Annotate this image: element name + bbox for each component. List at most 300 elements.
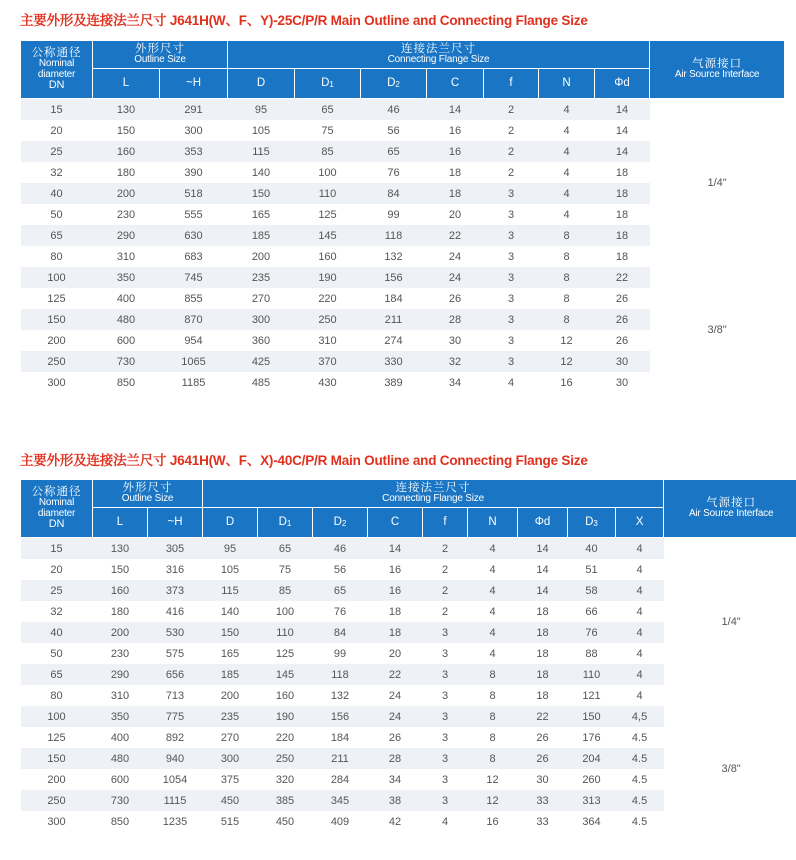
table-cell: 25 — [21, 141, 93, 162]
table-cell: 480 — [93, 748, 148, 769]
column-header: Φd — [518, 508, 568, 538]
table-cell: 8 — [539, 288, 595, 309]
table-cell: 518 — [160, 183, 228, 204]
table-cell: 190 — [258, 706, 313, 727]
table-cell: 16 — [539, 372, 595, 393]
table-cell: 56 — [313, 559, 368, 580]
table-cell: 165 — [203, 643, 258, 664]
table-cell: 4 — [468, 538, 518, 560]
table-cell: 330 — [361, 351, 427, 372]
table-cell: 4 — [616, 538, 664, 560]
table-cell: 713 — [148, 685, 203, 706]
table-cell: 8 — [468, 748, 518, 769]
table-cell: 200 — [21, 769, 93, 790]
table-cell: 220 — [258, 727, 313, 748]
table-cell: 99 — [361, 204, 427, 225]
table-cell: 65 — [258, 538, 313, 560]
table-cell: 656 — [148, 664, 203, 685]
table-cell: 430 — [295, 372, 361, 393]
table-cell: 32 — [21, 162, 93, 183]
table-cell: 310 — [93, 246, 160, 267]
table-cell: 14 — [368, 538, 423, 560]
table-cell: 313 — [568, 790, 616, 811]
table-cell: 4 — [616, 685, 664, 706]
table-cell: 150 — [21, 748, 93, 769]
table-cell: 180 — [93, 601, 148, 622]
table-cell: 3 — [423, 748, 468, 769]
table-cell: 204 — [568, 748, 616, 769]
table-cell: 1054 — [148, 769, 203, 790]
table-cell: 4,5 — [616, 706, 664, 727]
table-cell: 40 — [21, 183, 93, 204]
table-cell: 185 — [203, 664, 258, 685]
table-cell: 350 — [93, 706, 148, 727]
table-cell: 25 — [21, 580, 93, 601]
table-cell: 3 — [484, 225, 539, 246]
table-cell: 270 — [228, 288, 295, 309]
table-cell: 730 — [93, 351, 160, 372]
table-cell: 630 — [160, 225, 228, 246]
column-header: f — [423, 508, 468, 538]
table-cell: 15 — [21, 538, 93, 560]
table-cell: 33 — [518, 790, 568, 811]
column-header: N — [539, 69, 595, 99]
table-cell: 28 — [427, 309, 484, 330]
connecting-flange-header: 连接法兰尺寸 Connecting Flange Size — [228, 41, 650, 69]
table-cell: 8 — [468, 664, 518, 685]
table-cell: 4.5 — [616, 727, 664, 748]
table-cell: 4.5 — [616, 811, 664, 832]
table-cell: 530 — [148, 622, 203, 643]
table-cell: 160 — [258, 685, 313, 706]
table-cell: 100 — [21, 706, 93, 727]
table-cell: 600 — [93, 769, 148, 790]
table-cell: 485 — [228, 372, 295, 393]
column-header: f — [484, 69, 539, 99]
table-cell: 130 — [93, 538, 148, 560]
table-cell: 3 — [484, 204, 539, 225]
column-header: D — [203, 508, 258, 538]
table-cell: 24 — [368, 706, 423, 727]
table-cell: 110 — [258, 622, 313, 643]
table-cell: 30 — [595, 372, 650, 393]
table-cell: 4 — [616, 643, 664, 664]
table-cell: 230 — [93, 643, 148, 664]
table-cell: 400 — [93, 727, 148, 748]
column-header: C — [427, 69, 484, 99]
table-cell: 400 — [93, 288, 160, 309]
table-row — [21, 706, 796, 727]
column-header: $D_2$ — [313, 508, 368, 538]
table-cell: 85 — [258, 580, 313, 601]
table-cell: 310 — [93, 685, 148, 706]
table-cell: 100 — [21, 267, 93, 288]
table-cell: 20 — [21, 559, 93, 580]
table-cell: 364 — [568, 811, 616, 832]
table-cell: 12 — [468, 769, 518, 790]
column-header: Φd — [595, 69, 650, 99]
table-cell: 954 — [160, 330, 228, 351]
table-cell: 515 — [203, 811, 258, 832]
table-cell: 200 — [228, 246, 295, 267]
table-cell: 18 — [368, 601, 423, 622]
column-header: L — [93, 69, 160, 99]
table-cell: 14 — [595, 141, 650, 162]
dn-header: 公称通径 Nominal diameter DN — [21, 480, 93, 538]
table-cell: 132 — [361, 246, 427, 267]
table-cell: 775 — [148, 706, 203, 727]
table-cell: 95 — [203, 538, 258, 560]
table-cell: 118 — [313, 664, 368, 685]
table-cell: 3 — [423, 706, 468, 727]
table-cell: 145 — [258, 664, 313, 685]
table-cell: 65 — [21, 225, 93, 246]
table-cell: 4 — [539, 120, 595, 141]
table-cell: 14 — [518, 580, 568, 601]
table-cell: 385 — [258, 790, 313, 811]
table-cell: 300 — [203, 748, 258, 769]
table-cell: 200 — [93, 622, 148, 643]
flange-size-table-40c — [20, 479, 796, 832]
table-cell: 176 — [568, 727, 616, 748]
table-cell: 350 — [93, 267, 160, 288]
table-cell: 2 — [423, 538, 468, 560]
table-cell: 12 — [539, 351, 595, 372]
table-cell: 18 — [518, 622, 568, 643]
table-cell: 1185 — [160, 372, 228, 393]
table-cell: 425 — [228, 351, 295, 372]
table-cell: 34 — [427, 372, 484, 393]
table-cell: 115 — [203, 580, 258, 601]
table-cell: 3 — [423, 769, 468, 790]
table-cell: 375 — [203, 769, 258, 790]
air-source-header: 气源接口 Air Source Interface — [664, 480, 796, 538]
table-cell: 14 — [518, 538, 568, 560]
table-cell: 940 — [148, 748, 203, 769]
table-cell: 200 — [21, 330, 93, 351]
table-cell: 250 — [21, 351, 93, 372]
table-cell: 2 — [484, 162, 539, 183]
table-cell: 26 — [368, 727, 423, 748]
table-cell: 250 — [295, 309, 361, 330]
table-cell: 184 — [313, 727, 368, 748]
table-cell: 409 — [313, 811, 368, 832]
table-cell: 75 — [258, 559, 313, 580]
table-cell: 18 — [368, 622, 423, 643]
table-cell: 110 — [568, 664, 616, 685]
table-cell: 40 — [21, 622, 93, 643]
table-cell: 65 — [361, 141, 427, 162]
table-cell: 555 — [160, 204, 228, 225]
table-cell: 8 — [468, 706, 518, 727]
table-cell: 150 — [228, 183, 295, 204]
table-cell: 46 — [313, 538, 368, 560]
table-cell: 3 — [423, 727, 468, 748]
column-header: $D_3$ — [568, 508, 616, 538]
table-cell: 26 — [427, 288, 484, 309]
table-cell: 4 — [616, 622, 664, 643]
table-cell: 65 — [313, 580, 368, 601]
table-cell: 4 — [616, 559, 664, 580]
table-cell: 370 — [295, 351, 361, 372]
table-cell: 76 — [568, 622, 616, 643]
table-cell: 4 — [468, 601, 518, 622]
table-cell: 185 — [228, 225, 295, 246]
table-cell: 12 — [468, 790, 518, 811]
table-cell: 105 — [228, 120, 295, 141]
table-cell: 270 — [203, 727, 258, 748]
table-cell: 4 — [468, 622, 518, 643]
table-cell: 4 — [468, 643, 518, 664]
table-cell: 1235 — [148, 811, 203, 832]
table-cell: 4 — [616, 664, 664, 685]
table-cell: 4 — [468, 580, 518, 601]
table-cell: 28 — [368, 748, 423, 769]
table-cell: 14 — [427, 99, 484, 121]
table-cell: 184 — [361, 288, 427, 309]
table-cell: 84 — [313, 622, 368, 643]
table-cell: 274 — [361, 330, 427, 351]
table-cell: 2 — [423, 559, 468, 580]
table-cell: 4.5 — [616, 790, 664, 811]
table-cell: 180 — [93, 162, 160, 183]
table-cell: 20 — [427, 204, 484, 225]
table-cell: 8 — [539, 225, 595, 246]
air-source-cell: 1/4" — [650, 99, 785, 268]
table-cell: 150 — [21, 309, 93, 330]
table-cell: 235 — [228, 267, 295, 288]
table-cell: 24 — [427, 267, 484, 288]
table-row — [21, 267, 785, 288]
air-source-header: 气源接口 Air Source Interface — [650, 41, 785, 99]
column-header: $D_1$ — [258, 508, 313, 538]
table-cell: 683 — [160, 246, 228, 267]
table-cell: 18 — [595, 246, 650, 267]
table-cell: 2 — [484, 99, 539, 121]
table-cell: 99 — [313, 643, 368, 664]
table-cell: 22 — [368, 664, 423, 685]
table-cell: 40 — [568, 538, 616, 560]
table-cell: 18 — [595, 204, 650, 225]
table-cell: 26 — [518, 748, 568, 769]
table-cell: 160 — [295, 246, 361, 267]
table-cell: 8 — [468, 685, 518, 706]
table-cell: 121 — [568, 685, 616, 706]
table-cell: 56 — [361, 120, 427, 141]
air-source-cell: 3/8" — [650, 267, 785, 393]
table-cell: 132 — [313, 685, 368, 706]
table-cell: 190 — [295, 267, 361, 288]
table-cell: 3 — [423, 664, 468, 685]
table-cell: 165 — [228, 204, 295, 225]
table-cell: 95 — [228, 99, 295, 121]
table-cell: 145 — [295, 225, 361, 246]
table2-title: 主要外形及连接法兰尺寸 J641H(W、F、X)-40C/P/R Main Outline and Connecting Flange Size — [20, 453, 588, 468]
table-cell: 18 — [427, 183, 484, 204]
table-cell: 18 — [595, 183, 650, 204]
table-cell: 300 — [228, 309, 295, 330]
table-cell: 291 — [160, 99, 228, 121]
table-cell: 3 — [423, 685, 468, 706]
table-cell: 100 — [258, 601, 313, 622]
table-cell: 4 — [539, 204, 595, 225]
table-cell: 345 — [313, 790, 368, 811]
table-cell: 230 — [93, 204, 160, 225]
table-cell: 76 — [313, 601, 368, 622]
table-cell: 75 — [295, 120, 361, 141]
table-cell: 2 — [423, 580, 468, 601]
table-cell: 305 — [148, 538, 203, 560]
table-cell: 115 — [228, 141, 295, 162]
table-cell: 310 — [295, 330, 361, 351]
table-row — [21, 538, 796, 560]
table-cell: 26 — [595, 288, 650, 309]
table-cell: 3 — [484, 183, 539, 204]
table-cell: 118 — [361, 225, 427, 246]
table-cell: 130 — [93, 99, 160, 121]
table-cell: 850 — [93, 811, 148, 832]
column-header: N — [468, 508, 518, 538]
table-cell: 450 — [203, 790, 258, 811]
table1-title: 主要外形及连接法兰尺寸 J641H(W、F、Y)-25C/P/R Main Outline and Connecting Flange Size — [20, 13, 588, 28]
table-cell: 150 — [203, 622, 258, 643]
table-cell: 320 — [258, 769, 313, 790]
table-cell: 4.5 — [616, 748, 664, 769]
table-cell: 16 — [368, 580, 423, 601]
table-cell: 12 — [539, 330, 595, 351]
table-cell: 32 — [427, 351, 484, 372]
table-cell: 4 — [539, 99, 595, 121]
column-header: ~H — [148, 508, 203, 538]
table-cell: 250 — [258, 748, 313, 769]
table-cell: 300 — [160, 120, 228, 141]
table-cell: 105 — [203, 559, 258, 580]
table-cell: 200 — [93, 183, 160, 204]
table-cell: 8 — [468, 727, 518, 748]
table-cell: 100 — [295, 162, 361, 183]
table-cell: 450 — [258, 811, 313, 832]
table-cell: 34 — [368, 769, 423, 790]
table-cell: 66 — [568, 601, 616, 622]
table-cell: 4 — [423, 811, 468, 832]
table-cell: 3 — [423, 622, 468, 643]
table-cell: 290 — [93, 664, 148, 685]
table-cell: 600 — [93, 330, 160, 351]
table-cell: 1065 — [160, 351, 228, 372]
connecting-flange-header: 连接法兰尺寸 Connecting Flange Size — [203, 480, 664, 508]
table-cell: 575 — [148, 643, 203, 664]
table-cell: 22 — [595, 267, 650, 288]
air-source-cell: 3/8" — [664, 706, 796, 832]
column-header: L — [93, 508, 148, 538]
table-cell: 46 — [361, 99, 427, 121]
table-cell: 18 — [427, 162, 484, 183]
table-cell: 3 — [423, 790, 468, 811]
table-cell: 200 — [203, 685, 258, 706]
column-header: C — [368, 508, 423, 538]
table-cell: 32 — [21, 601, 93, 622]
table-cell: 235 — [203, 706, 258, 727]
table-cell: 870 — [160, 309, 228, 330]
table-cell: 8 — [539, 267, 595, 288]
table-cell: 14 — [595, 99, 650, 121]
dn-header: 公称通径 Nominal diameter DN — [21, 41, 93, 99]
table-cell: 125 — [21, 288, 93, 309]
table-cell: 8 — [539, 246, 595, 267]
table-cell: 16 — [427, 120, 484, 141]
flange-size-table-25c — [20, 40, 785, 393]
table-cell: 18 — [595, 225, 650, 246]
column-header: D — [228, 69, 295, 99]
table-cell: 16 — [468, 811, 518, 832]
table-cell: 18 — [518, 664, 568, 685]
outline-size-header: 外形尺寸 Outline Size — [93, 480, 203, 508]
column-header: X — [616, 508, 664, 538]
table-cell: 4 — [484, 372, 539, 393]
table-cell: 16 — [427, 141, 484, 162]
table-cell: 4 — [468, 559, 518, 580]
table-cell: 51 — [568, 559, 616, 580]
table-cell: 4 — [616, 601, 664, 622]
table-cell: 160 — [93, 141, 160, 162]
table-cell: 38 — [368, 790, 423, 811]
table-cell: 300 — [21, 372, 93, 393]
table-cell: 58 — [568, 580, 616, 601]
table-cell: 211 — [361, 309, 427, 330]
table-cell: 16 — [368, 559, 423, 580]
table-cell: 65 — [21, 664, 93, 685]
table-cell: 211 — [313, 748, 368, 769]
table-cell: 18 — [518, 601, 568, 622]
table-cell: 30 — [595, 351, 650, 372]
table-cell: 26 — [595, 309, 650, 330]
table-cell: 745 — [160, 267, 228, 288]
table-cell: 18 — [518, 643, 568, 664]
table-cell: 42 — [368, 811, 423, 832]
table-cell: 15 — [21, 99, 93, 121]
table-cell: 8 — [539, 309, 595, 330]
table-cell: 18 — [518, 685, 568, 706]
table-cell: 4 — [539, 183, 595, 204]
table-cell: 88 — [568, 643, 616, 664]
table-cell: 416 — [148, 601, 203, 622]
table-cell: 892 — [148, 727, 203, 748]
table-cell: 150 — [93, 559, 148, 580]
table-cell: 4 — [539, 162, 595, 183]
column-header: $D_2$ — [361, 69, 427, 99]
table-cell: 480 — [93, 309, 160, 330]
table-cell: 84 — [361, 183, 427, 204]
table-cell: 22 — [427, 225, 484, 246]
table-cell: 140 — [203, 601, 258, 622]
table-cell: 250 — [21, 790, 93, 811]
table-cell: 125 — [258, 643, 313, 664]
table-cell: 20 — [368, 643, 423, 664]
table-cell: 30 — [427, 330, 484, 351]
table-cell: 14 — [595, 120, 650, 141]
table-cell: 220 — [295, 288, 361, 309]
table-cell: 4.5 — [616, 769, 664, 790]
table-cell: 316 — [148, 559, 203, 580]
table-cell: 26 — [518, 727, 568, 748]
table-row — [21, 99, 785, 121]
table-cell: 3 — [484, 288, 539, 309]
table-cell: 80 — [21, 246, 93, 267]
table-cell: 2 — [484, 141, 539, 162]
table-cell: 389 — [361, 372, 427, 393]
table-cell: 730 — [93, 790, 148, 811]
table-cell: 150 — [568, 706, 616, 727]
